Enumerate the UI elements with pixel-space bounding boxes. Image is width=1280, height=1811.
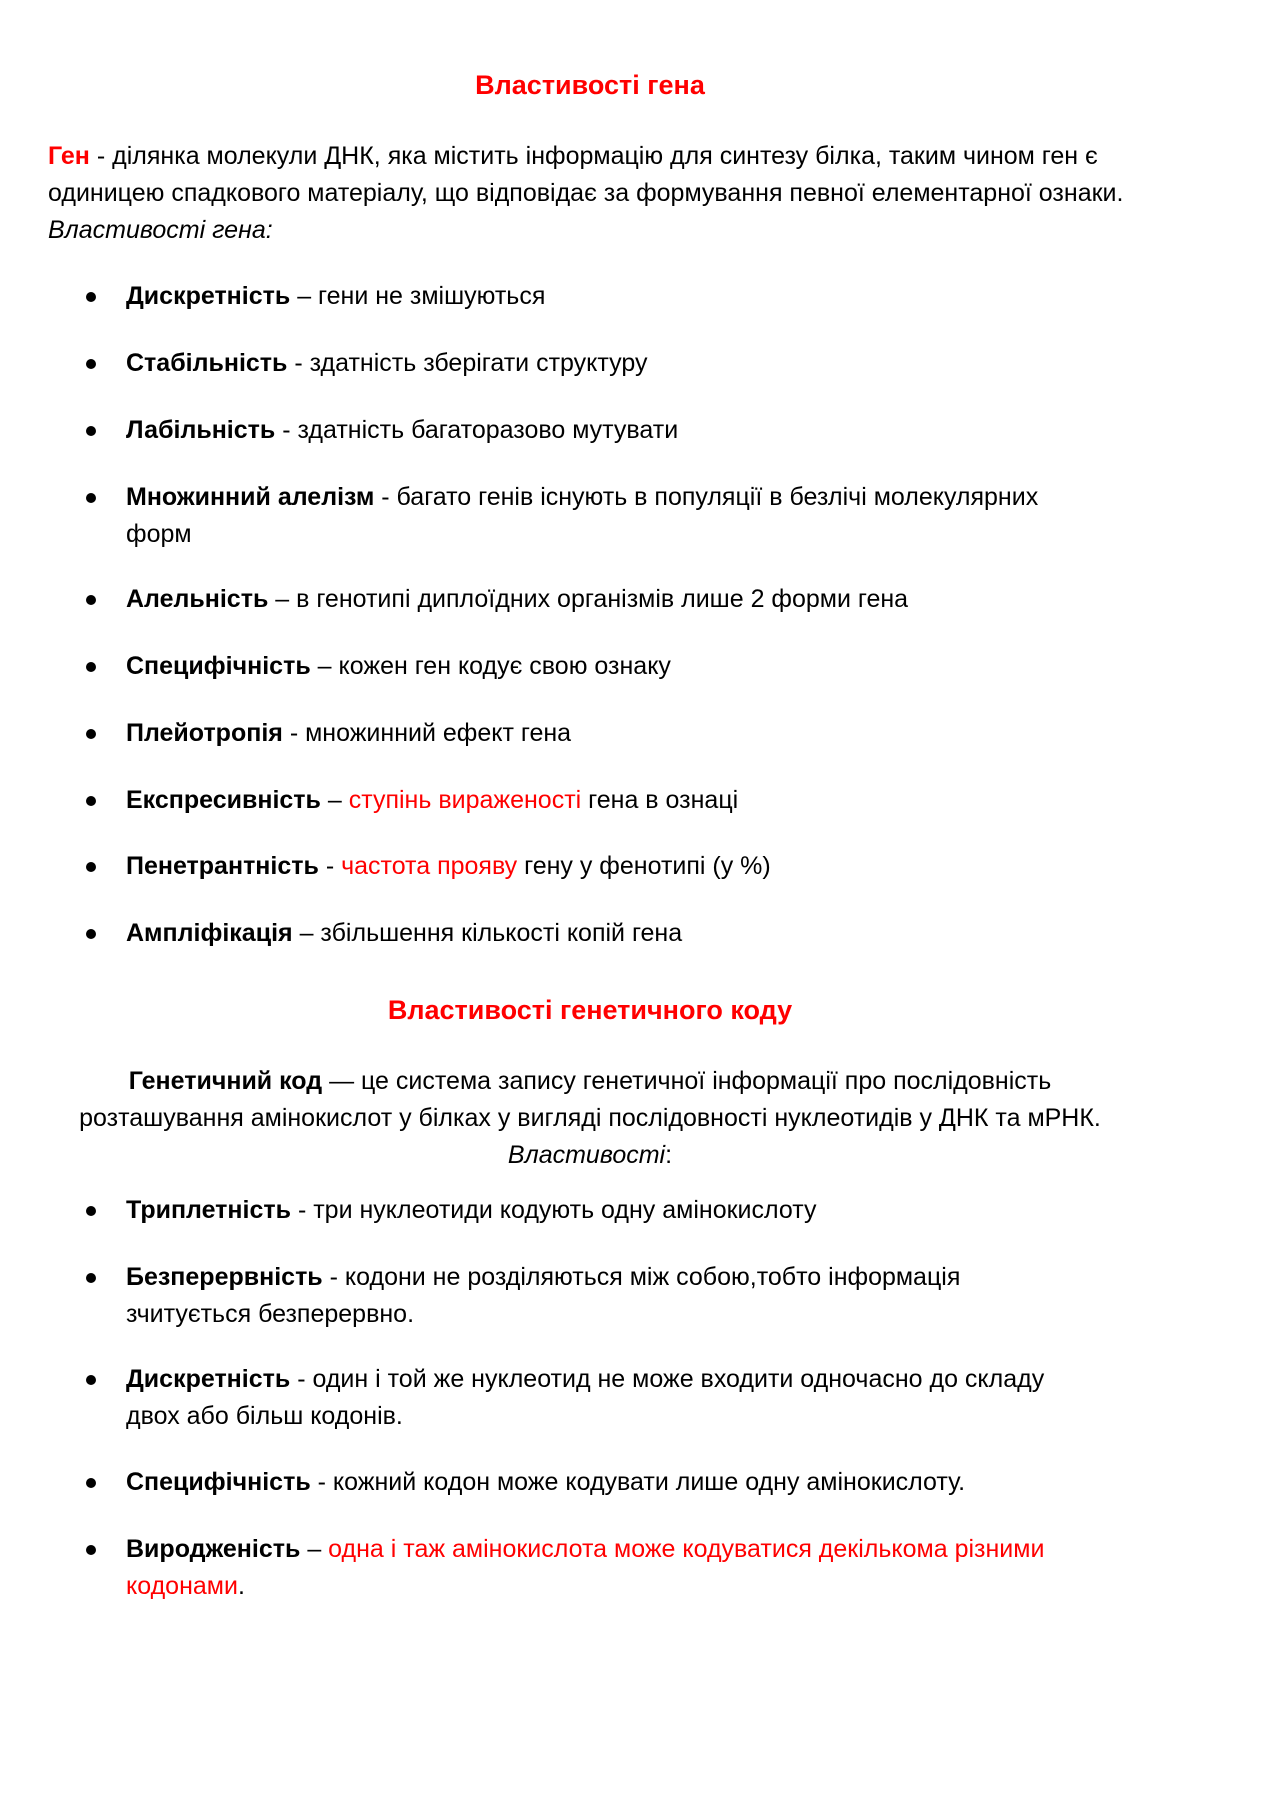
list-item-separator: –: [290, 282, 319, 310]
list-item: [126, 915, 1086, 952]
list-item-separator: -: [287, 349, 310, 377]
list-item: [126, 278, 1086, 315]
list-item-text: здатність багаторазово мутувати: [297, 416, 679, 444]
list-item-term: Ампліфікація: [126, 919, 293, 947]
list-item-text: кожен ген кодує свою ознаку: [338, 652, 671, 680]
genetic-code-definition-text: — це система запису генетичної інформації про послідовність розташування амінокислот у білках у вигляді послідовності нуклеотидів у ДНК та мРНК.: [79, 1067, 1101, 1132]
list-item-separator: -: [318, 852, 342, 880]
list-item-highlight: одна і таж амінокислота може кодуватися декількома різними кодонами: [126, 1535, 1045, 1600]
list-item-separator: -: [322, 1263, 345, 1291]
list-item-text: збільшення кількості копій гена: [320, 919, 683, 947]
list-item-text: в генотипі диплоїдних організмів лише 2 форми гена: [296, 585, 909, 613]
list-item-term: Стабільність: [126, 349, 288, 377]
gene-term: Ген: [48, 142, 90, 170]
list-item-text: кодони не розділяються між собою,тобто інформація зчитується безперервно.: [126, 1263, 961, 1328]
list-item: [126, 715, 1086, 752]
list-item-text: багато генів існують в популяції в безлічі молекулярних форм: [126, 483, 1039, 548]
list-item-text: гени не змішуються: [318, 282, 546, 310]
list-item-separator: -: [291, 1196, 314, 1224]
list-item-term: Алельність: [126, 585, 269, 613]
list-item-term: Лабільність: [126, 416, 276, 444]
list-item: [126, 412, 1086, 449]
list-item-term: Плейотропія: [126, 719, 283, 747]
bullet-dot: [86, 662, 96, 672]
bullet-dot: [86, 1375, 96, 1385]
list-item-separator: -: [275, 416, 298, 444]
genetic-code-term: Генетичний код: [128, 1067, 323, 1095]
list-item-text: .: [237, 1572, 245, 1600]
list-item-text: гена в ознаці: [581, 786, 739, 814]
list-item: [126, 848, 1086, 885]
bullet-dot: [86, 729, 96, 739]
list-item: [126, 1259, 1086, 1333]
bullet-dot: [86, 1545, 96, 1555]
genetic-code-colon: :: [665, 1141, 673, 1169]
list-item-separator: –: [300, 1535, 329, 1563]
list-item-text: множинний ефект гена: [305, 719, 572, 747]
list-item: [126, 1531, 1086, 1605]
list-item-term: Триплетність: [126, 1196, 291, 1224]
list-item-text: кожний кодон може кодувати лише одну амінокислоту.: [332, 1468, 966, 1496]
bullet-dot: [86, 862, 96, 872]
list-item-term: Безперервність: [126, 1263, 323, 1291]
list-item-separator: -: [374, 483, 397, 511]
list-item-separator: –: [268, 585, 297, 613]
list-item-term: Множинний алелізм: [126, 483, 375, 511]
bullet-dot: [86, 1273, 96, 1283]
list-item: [126, 648, 1086, 685]
list-item-text: гену у фенотипі (у %): [517, 852, 771, 880]
list-item-term: Дискретність: [126, 1365, 291, 1393]
bullet-dot: [86, 493, 96, 503]
gene-definition-text: - ділянка молекули ДНК, яка містить інформацію для синтезу білка, таким чином ген є одиницею спадкового матеріалу, що відповідає за формування певної елементарної ознаки.: [48, 142, 1124, 207]
section-title-genetic-code-properties: Властивості генетичного коду: [387, 995, 793, 1025]
list-item-term: Виродженість: [126, 1535, 301, 1563]
gene-definition: [48, 138, 1148, 249]
list-item-text: три нуклеотиди кодують одну амінокислоту: [313, 1196, 817, 1224]
bullet-dot: [86, 929, 96, 939]
bullet-dot: [86, 1478, 96, 1488]
list-item: [126, 479, 1086, 553]
list-item-term: Експресивність: [126, 786, 321, 814]
section-title-gene-properties: Властивості гена: [475, 70, 705, 100]
list-item: [126, 1464, 1086, 1501]
bullet-dot: [86, 292, 96, 302]
list-item-highlight: ступінь вираженості: [348, 786, 582, 814]
list-item: [126, 1361, 1086, 1435]
list-item-text: один і той же нуклеотид не може входити одночасно до складу двох або більш кодонів.: [126, 1365, 1045, 1430]
bullet-dot: [86, 359, 96, 369]
list-item-separator: –: [292, 919, 321, 947]
genetic-code-definition: [60, 1063, 1120, 1174]
list-item-term: Специфічність: [126, 1468, 311, 1496]
list-item-term: Пенетрантність: [126, 852, 319, 880]
list-item-term: Дискретність: [126, 282, 291, 310]
genetic-code-properties-label: Властивості: [507, 1141, 666, 1169]
gene-properties-label: Властивості гена:: [48, 216, 273, 244]
list-item-separator: -: [310, 1468, 333, 1496]
list-item-text: здатність зберігати структуру: [309, 349, 648, 377]
list-item: [126, 1192, 1086, 1229]
list-item-separator: –: [310, 652, 339, 680]
bullet-dot: [86, 595, 96, 605]
bullet-dot: [86, 1206, 96, 1216]
list-item-separator: -: [290, 1365, 313, 1393]
list-item: [126, 345, 1086, 382]
bullet-dot: [86, 426, 96, 436]
list-item-term: Специфічність: [126, 652, 311, 680]
list-item-separator: –: [320, 786, 349, 814]
list-item-highlight: частота прояву: [341, 852, 518, 880]
list-item: [126, 581, 1086, 618]
list-item: [126, 782, 1086, 819]
bullet-dot: [86, 796, 96, 806]
list-item-separator: -: [282, 719, 306, 747]
